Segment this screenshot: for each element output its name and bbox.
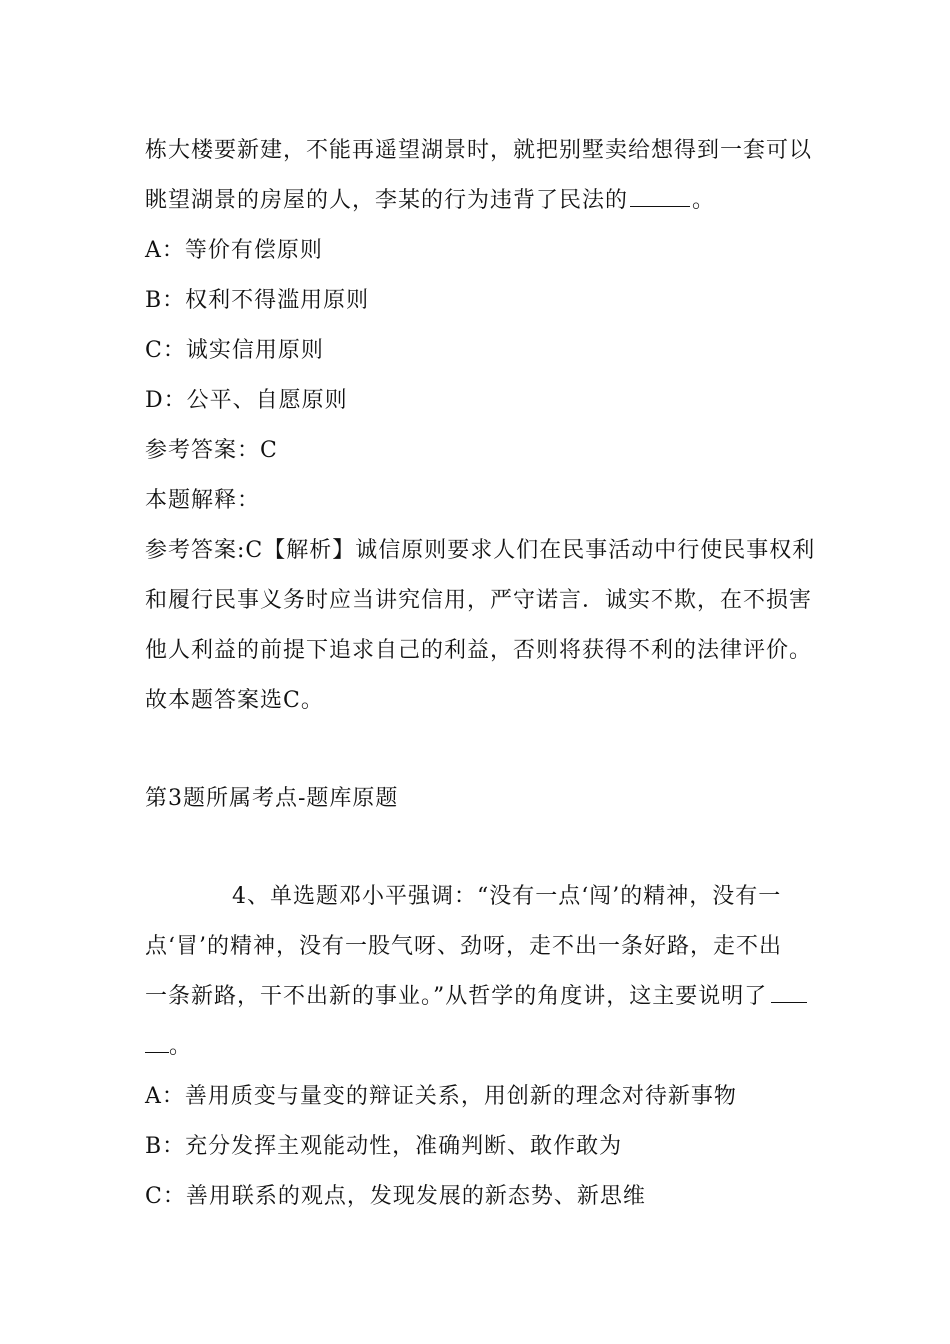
q3-explain-line-2: 和履行民事义务时应当讲究信用，严守诺言．诚实不欺，在不损害 xyxy=(145,588,813,613)
q4-stem-text: 一条新路，干不出新的事业。”从哲学的角度讲，这主要说明了 xyxy=(145,984,768,1009)
q3-option-a: A：等价有偿原则 xyxy=(145,238,323,263)
q3-option-b: B：权利不得滥用原则 xyxy=(145,288,370,313)
q3-explain-line-1: 参考答案:C【解析】诚信原则要求人们在民事活动中行使民事权利 xyxy=(145,538,816,563)
answer-blank xyxy=(771,984,807,1003)
q4-stem-line-3 xyxy=(145,982,807,1012)
q4-option-a: A：善用质变与量变的辩证关系，用创新的理念对待新事物 xyxy=(145,1084,737,1109)
q4-stem-line-1: 4、单选题邓小平强调：“没有一点‘闯’的精神，没有一 xyxy=(232,884,782,909)
q4-option-c: C：善用联系的观点，发现发展的新态势、新思维 xyxy=(145,1184,646,1209)
q3-stem-end: 。 xyxy=(692,188,716,213)
q3-stem-line-2 xyxy=(145,186,715,216)
q3-option-c: C：诚实信用原则 xyxy=(145,338,324,363)
q4-option-b: B：充分发挥主观能动性，准确判断、敢作敢为 xyxy=(145,1134,623,1159)
q3-explain-line-3: 他人利益的前提下追求自己的利益，否则将获得不利的法律评价。 xyxy=(145,638,813,663)
q3-category: 第3题所属考点-题库原题 xyxy=(145,786,399,811)
q4-stem-line-2: 点‘冒’的精神，没有一股气呀、劲呀，走不出一条好路，走不出 xyxy=(145,934,782,959)
q3-stem-line-1: 栋大楼要新建，不能再遥望湖景时，就把别墅卖给想得到一套可以 xyxy=(145,138,813,163)
q3-explain-heading: 本题解释： xyxy=(145,488,261,513)
q3-option-d: D：公平、自愿原则 xyxy=(145,388,348,413)
answer-blank xyxy=(630,188,690,207)
answer-blank xyxy=(145,1034,169,1053)
q3-answer: 参考答案：C xyxy=(145,438,278,463)
q3-stem-text: 眺望湖景的房屋的人，李某的行为违背了民法的 xyxy=(145,188,629,213)
q4-stem-end: 。 xyxy=(169,1034,193,1059)
q3-explain-line-4: 故本题答案选C。 xyxy=(145,688,324,713)
q4-stem-line-4 xyxy=(145,1032,192,1062)
